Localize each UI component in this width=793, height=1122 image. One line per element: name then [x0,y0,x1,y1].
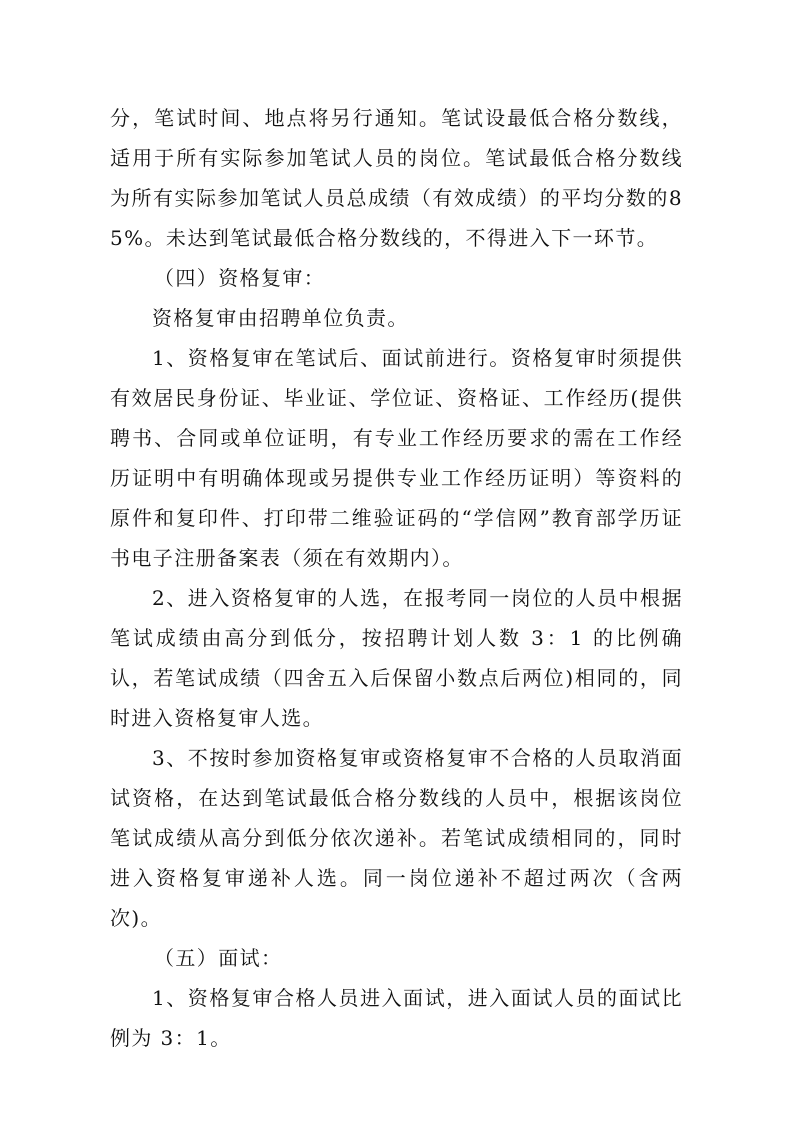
section-heading-interview: （五）面试： [154,946,283,970]
paragraph-written-exam-cutoff: 分，笔试时间、地点将另行通知。笔试设最低合格分数线，适用于所有实际参加笔试人员的岗位。笔试最低合格分数线为所有实际参加笔试人员总成绩（有效成绩）的平均分数的85%。未达到笔试最低合格分数线的，不得进入下一环节。 [110,106,683,250]
paragraph-review-item-2: 2、进入资格复审的人选，在报考同一岗位的人员中根据笔试成绩由高分到低分，按招聘计划人数 3：1 的比例确认，若笔试成绩（四舍五入后保留小数点后两位)相同的，同时进入资格复审人选。 [110,586,683,730]
paragraph-review-item-1: 1、资格复审在笔试后、面试前进行。资格复审时须提供有效居民身份证、毕业证、学位证、资格证、工作经历(提供聘书、合同或单位证明，有专业工作经历要求的需在工作经历证明中有明确体现或另提供专业工作经历证明）等资料的原件和复印件、打印带二维验证码的“学信网”教育部学历证书电子注册备案表（须在有效期内）。 [110,346,683,570]
section-heading-qualification-review: （四）资格复审： [154,266,326,290]
paragraph-interview-item-1: 1、资格复审合格人员进入面试，进入面试人员的面试比例为 3：1。 [110,986,683,1050]
paragraph-review-item-3: 3、不按时参加资格复审或资格复审不合格的人员取消面试资格，在达到笔试最低合格分数线的人员中，根据该岗位笔试成绩从高分到低分依次递补。若笔试成绩相同的，同时进入资格复审递补人选。同一岗位递补不超过两次（含两次)。 [110,746,683,930]
paragraph-review-responsibility: 资格复审由招聘单位负责。 [152,306,409,330]
